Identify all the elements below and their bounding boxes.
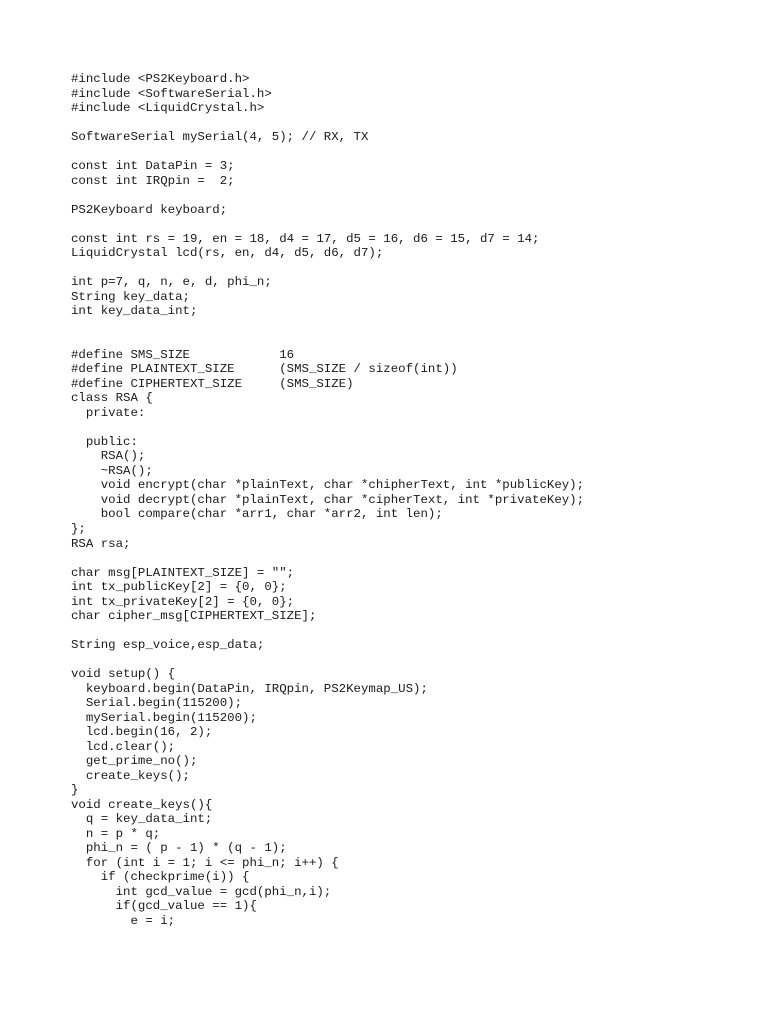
code-line: q = key_data_int; (71, 812, 213, 827)
code-line: int p=7, q, n, e, d, phi_n; (71, 275, 272, 290)
code-line: if(gcd_value == 1){ (71, 899, 257, 914)
code-line: char msg[PLAINTEXT_SIZE] = ""; (71, 565, 295, 580)
code-line (71, 145, 584, 160)
code-line: #include <PS2Keyboard.h> (71, 72, 250, 86)
code-line: const int IRQpin = 2; (71, 173, 235, 188)
code-line: mySerial.begin(115200); (71, 710, 257, 725)
code-line: keyboard.begin(DataPin, IRQpin, PS2Keymap_US); (71, 681, 428, 696)
code-line: } (71, 783, 79, 798)
code-line: Serial.begin(115200); (71, 696, 243, 711)
code-line: RSA(); (71, 449, 146, 464)
code-line (71, 217, 584, 232)
code-line: void setup() { (71, 667, 176, 682)
code-line: int tx_publicKey[2] = {0, 0}; (71, 580, 287, 595)
code-line: lcd.clear(); (71, 739, 176, 754)
code-line: String esp_voice,esp_data; (71, 638, 265, 653)
code-line: #define PLAINTEXT_SIZE (SMS_SIZE / sizeof(int)) (71, 362, 458, 377)
code-line: ~RSA(); (71, 463, 153, 478)
code-line: String key_data; (71, 289, 190, 304)
code-line: get_prime_no(); (71, 754, 198, 769)
code-line: #define CIPHERTEXT_SIZE (SMS_SIZE) (71, 376, 354, 391)
code-listing (71, 72, 584, 928)
code-line: n = p * q; (71, 826, 161, 841)
code-line (71, 319, 584, 334)
code-line: #include <SoftwareSerial.h> (71, 86, 272, 101)
code-line (71, 420, 584, 435)
code-line (71, 333, 584, 348)
code-line: RSA rsa; (71, 536, 131, 551)
code-line: const int DataPin = 3; (71, 159, 235, 174)
code-line: if (checkprime(i)) { (71, 870, 250, 885)
code-line (71, 653, 584, 668)
code-line (71, 116, 584, 131)
code-line: for (int i = 1; i <= phi_n; i++) { (71, 855, 339, 870)
code-line: private: (71, 405, 146, 420)
code-line: #include <LiquidCrystal.h> (71, 101, 265, 116)
code-line: char cipher_msg[CIPHERTEXT_SIZE]; (71, 609, 317, 624)
code-line: e = i; (71, 913, 176, 928)
code-line: int key_data_int; (71, 304, 198, 319)
code-line: void encrypt(char *plainText, char *chipherText, int *publicKey); (71, 478, 585, 493)
code-line (71, 188, 584, 203)
code-line: create_keys(); (71, 768, 190, 783)
code-line: #define SMS_SIZE 16 (71, 347, 295, 362)
code-line: public: (71, 434, 138, 449)
code-line: SoftwareSerial mySerial(4, 5); // RX, TX (71, 130, 369, 145)
code-line (71, 261, 584, 276)
code-line: class RSA { (71, 391, 153, 406)
code-line: bool compare(char *arr1, char *arr2, int len); (71, 507, 443, 522)
code-line: LiquidCrystal lcd(rs, en, d4, d5, d6, d7); (71, 246, 384, 261)
code-line: phi_n = ( p - 1) * (q - 1); (71, 841, 287, 856)
code-line (71, 624, 584, 639)
code-line (71, 551, 584, 566)
code-line: int gcd_value = gcd(phi_n,i); (71, 884, 332, 899)
code-line: int tx_privateKey[2] = {0, 0}; (71, 594, 295, 609)
code-line: void decrypt(char *plainText, char *cipherText, int *privateKey); (71, 492, 585, 507)
code-line: PS2Keyboard keyboard; (71, 202, 228, 217)
code-line: }; (71, 521, 86, 536)
code-line: lcd.begin(16, 2); (71, 725, 213, 740)
code-line: void create_keys(){ (71, 797, 213, 812)
code-line: const int rs = 19, en = 18, d4 = 17, d5 = 16, d6 = 15, d7 = 14; (71, 231, 540, 246)
